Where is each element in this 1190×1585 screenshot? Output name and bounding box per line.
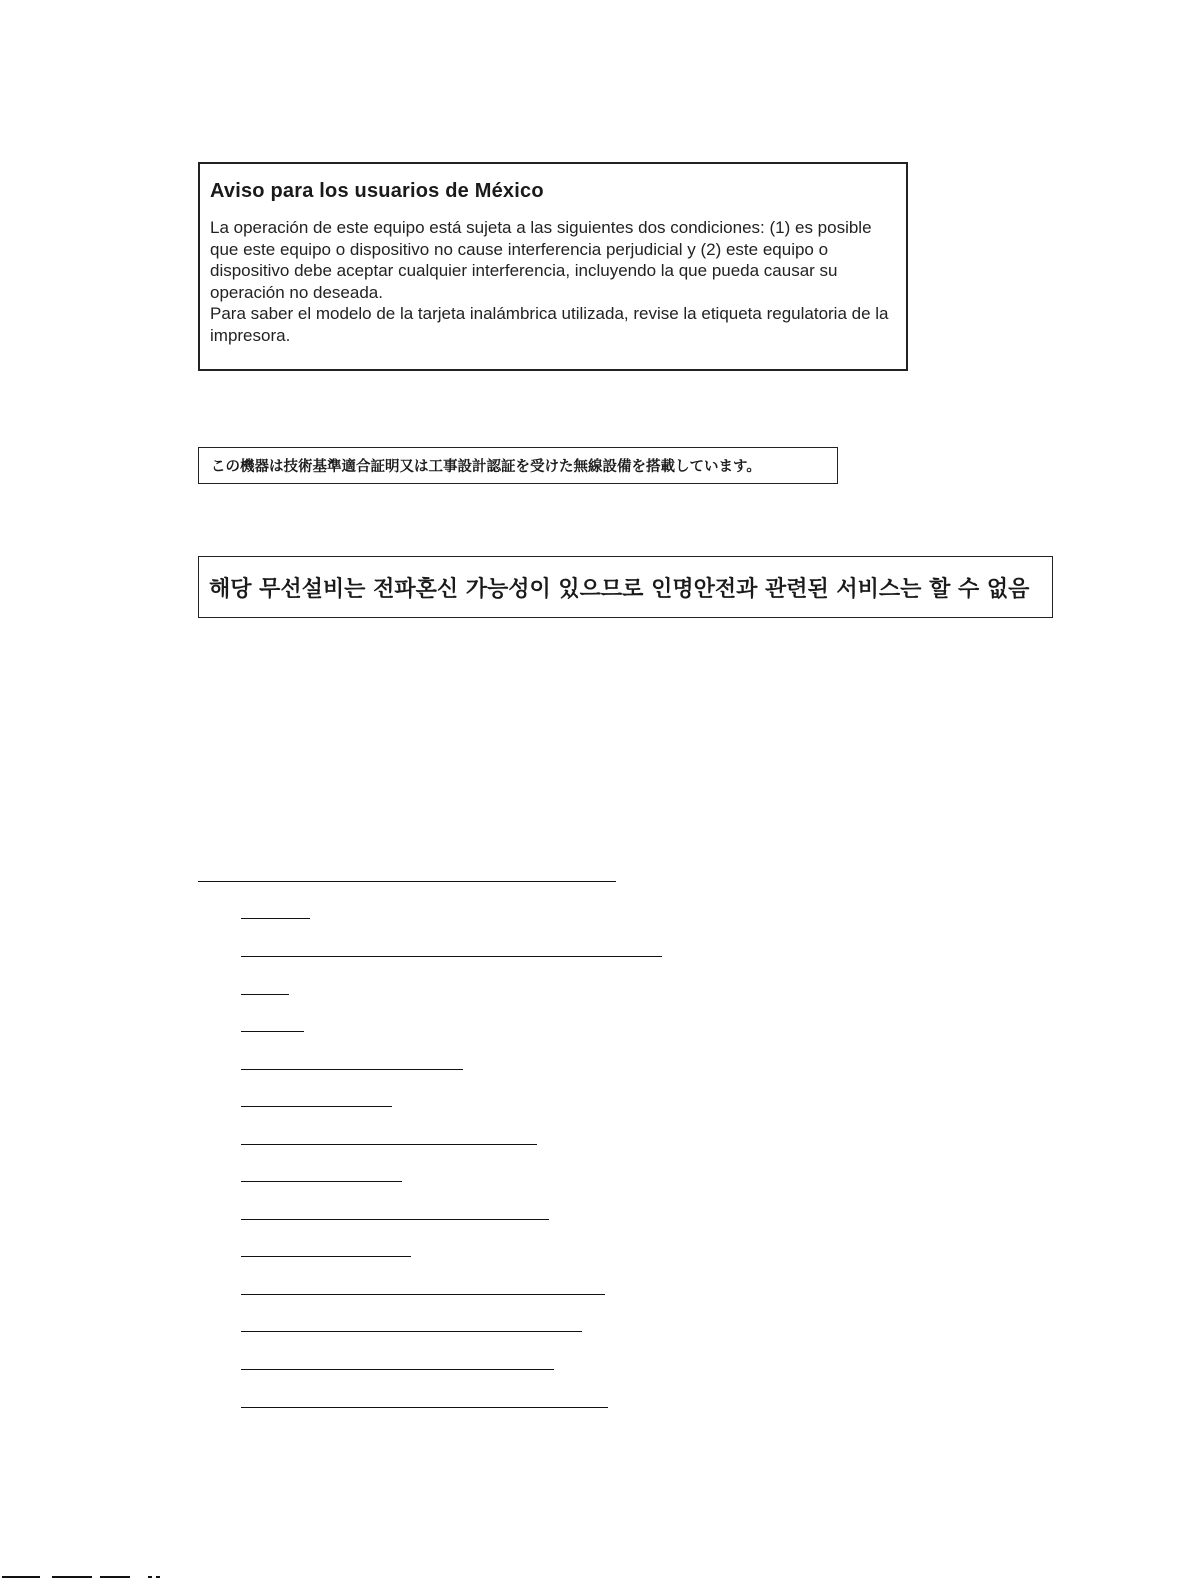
mexico-notice-box: [198, 162, 908, 371]
list-item-link[interactable]: [241, 1219, 549, 1220]
list-item-link[interactable]: [241, 956, 662, 957]
korea-notice-text: 해당 무선설비는 전파혼신 가능성이 있으므로 인명안전과 관련된 서비스는 할 수 없음: [209, 576, 1030, 602]
list-item-link[interactable]: [241, 1181, 402, 1182]
list-item-link[interactable]: [241, 918, 310, 919]
japan-notice-text: この機器は技術基準適合証明又は工事設計認証を受けた無線設備を搭載しています。: [211, 459, 761, 475]
list-item-link[interactable]: [241, 1069, 463, 1070]
list-item-link[interactable]: [241, 994, 289, 995]
list-item-link[interactable]: [241, 1294, 605, 1295]
list-item-link[interactable]: [241, 1106, 392, 1107]
mexico-notice-title: Aviso para los usuarios de México: [210, 180, 544, 202]
japan-notice-box: [198, 447, 838, 484]
list-item-link[interactable]: [241, 1369, 554, 1370]
list-item-link[interactable]: [241, 1331, 582, 1332]
section-heading-link[interactable]: [198, 881, 616, 882]
page-footer-marks: [0, 1574, 200, 1585]
korea-notice-box: [198, 556, 1053, 618]
mexico-notice-body: [210, 217, 896, 346]
list-item-link[interactable]: [241, 1144, 537, 1145]
mexico-notice-paragraph: Para saber el modelo de la tarjeta inalámbrica utilizada, revise la etiqueta regulatoria de la impresora.: [210, 304, 889, 345]
mexico-notice-paragraph: La operación de este equipo está sujeta a las siguientes dos condiciones: (1) es posible que este equipo o dispositivo no cause interferencia perjudicial y (2) este equipo o dispositivo debe aceptar cualquier interferencia, incluyendo la que pueda causar su operación no deseada.: [210, 218, 872, 302]
list-item-link[interactable]: [241, 1256, 411, 1257]
list-item-link[interactable]: [241, 1031, 304, 1032]
list-item-link[interactable]: [241, 1407, 608, 1408]
